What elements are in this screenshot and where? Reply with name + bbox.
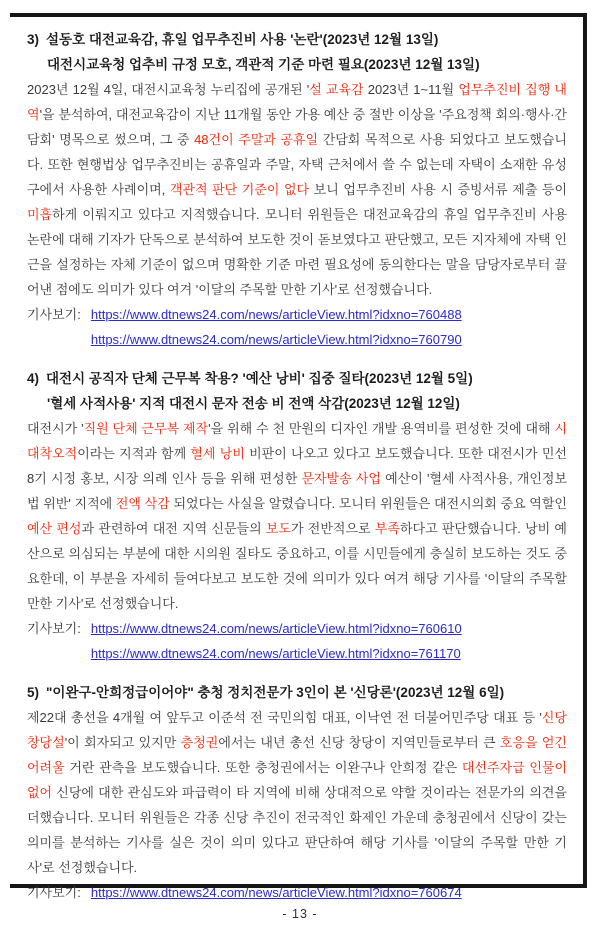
highlighted-text: 문자발송 사업: [301, 471, 381, 486]
body-text: 예산이 '혈세 사적사용, 개인정보법 위반' 지적에: [27, 471, 568, 511]
article-links-row: [27, 880, 567, 905]
section-heading: [27, 680, 567, 705]
body-text: 2023년 12월 4일, 대전시교육청 누리집에 공개된 ': [27, 82, 310, 97]
highlighted-text: 전액 삭감: [115, 496, 170, 511]
highlighted-text: 48건이 주말과 공휴일: [194, 132, 319, 147]
article-links-label: 기사보기:: [27, 307, 81, 322]
page-number: - 13 -: [282, 907, 318, 921]
highlighted-text: 설 교육감: [309, 82, 364, 97]
section-title: 대전시 공직자 단체 근무복 착용? '예산 낭비' 집중 질타(2023년 12월 5일): [46, 371, 473, 386]
article-link[interactable]: https://www.dtnews24.com/news/articleView.html?idxno=760610: [90, 621, 462, 636]
body-text: 되었다는 사실을 알렸습니다. 모니터 위원들은 대전시의회 중요 역할인: [169, 496, 567, 511]
body-text: 과 관련하여 대전 지역 신문들의: [81, 521, 266, 536]
news-section: [27, 27, 567, 352]
body-text: 거란 관측을 보도했습니다. 또한 충청권에서는 이완구나 안희정 같은: [64, 760, 462, 775]
article-link[interactable]: https://www.dtnews24.com/news/articleView.html?idxno=760488: [90, 307, 462, 322]
body-text: 비판이 나오고 있다고 보도했습니다. 또한 대전시가 민선8기 시정 홍보, 시장 의례 인사 등을 위해 편성한: [27, 446, 567, 486]
highlighted-text: 업무추진비 집행 내역: [27, 82, 567, 122]
highlighted-text: 호응을 얻긴 어려울: [27, 735, 567, 775]
article-link[interactable]: https://www.dtnews24.com/news/articleView.html?idxno=760790: [90, 332, 462, 347]
highlighted-text: 직원 단체 근무복 제작: [83, 421, 209, 436]
body-text: 신당에 대한 관심도와 파급력이 타 지역에 비해 상대적으로 약할 것이라는 전문가의 의견을 더했습니다. 모니터 위원들은 각종 신당 추진이 전국적인 화제인 가운데 충청권에서 신당이 갖는 의미를 분석하는 기사를 실은 것이 의미 있다고 판단하여 해당 기사를 '이달의 주목할 만한 기사'로 선정했습니다.: [27, 785, 567, 875]
news-section: [27, 680, 567, 905]
section-paragraph: [27, 416, 567, 616]
highlighted-text: 시대착오적: [27, 421, 568, 461]
section-number: 4): [27, 371, 40, 386]
body-text: 대전시가 ': [27, 421, 84, 436]
body-text: 제22대 총선을 4개월 여 앞두고 이준석 전 국민의힘 대표, 이낙연 전 더불어민주당 대표 등 ': [27, 710, 542, 725]
article-links-row: [27, 302, 567, 352]
highlighted-text: 혈세 낭비: [190, 446, 245, 461]
body-text: 가 전반적으로: [291, 521, 375, 536]
section-number: 5): [27, 685, 40, 700]
article-links-label: 기사보기:: [27, 621, 81, 636]
highlighted-text: 대선주자급 인물이 없어: [27, 760, 567, 800]
news-section: [27, 366, 567, 666]
body-text: 보니 업무추진비 사용 시 증빙서류 제출 등이: [309, 182, 568, 197]
highlighted-text: 보도: [265, 521, 292, 536]
body-text: '이 회자되고 있지만: [64, 735, 181, 750]
document-content: [27, 27, 567, 919]
highlighted-text: 예산 편성: [27, 521, 82, 536]
article-link[interactable]: https://www.dtnews24.com/news/articleView.html?idxno=760674: [90, 885, 462, 900]
body-text: 간담회 목적으로 사용 되었다고 보도했습니다. 또한 현행법상 업무추진비는 공휴일과 주말, 자택 근처에서 쓸 수 없는데 자택이 소재한 유성구에서 사용한 사례이며,: [27, 132, 567, 197]
highlighted-text: 부족: [374, 521, 400, 536]
body-text: 2023년 1~11월: [363, 82, 459, 97]
article-links-column: [91, 302, 462, 352]
highlighted-text: 신당 창당설: [27, 710, 567, 750]
body-text: 하다고 판단했습니다. 낭비 예산으로 의심되는 부분에 대한 시의원 질타도 중요하고, 이를 시민들에게 충실히 보도하는 것도 중요한데, 이 부분을 자세히 들여다보고 보도한 것에 의미가 있다 여겨 해당 기사를 '이달의 주목할 만한 기사'로 선정했습니다.: [27, 521, 567, 611]
article-links-column: [91, 616, 462, 666]
section-subtitle: 대전시교육청 업추비 규정 모호, 객관적 기준 마련 필요(2023년 12월 13일): [47, 57, 480, 72]
section-paragraph: [27, 77, 567, 302]
article-links-column: [91, 880, 462, 905]
article-link[interactable]: https://www.dtnews24.com/news/articleView.html?idxno=761170: [90, 646, 461, 661]
section-subtitle: '혈세 사적사용' 지적 대전시 문자 전송 비 전액 삭감(2023년 12월 12일): [47, 396, 460, 411]
body-text: 하게 이뤄지고 있다고 지적했습니다. 모니터 위원들은 대전교육감의 휴일 업무추진비 사용 논란에 대해 기자가 단독으로 분석하여 보도한 것이 돋보였다고 판단했고, 모든 지자체에 자택 인근을 설정하는 자체 기준이 없으며 명확한 기준 마련 필요성에 동의한다는 말을 담당자로부터 끌어낸 점에도 의미가 있다 여겨 '이달의 주목할 만한 기사'로 선정했습니다.: [27, 207, 567, 297]
body-text: '을 분석하여, 대전교육감이 지난 11개월 동안 가용 예산 중 절반 이상을 '주요정책 회의·행사·간담회' 명목으로 썼으며, 그 중: [27, 107, 567, 147]
section-paragraph: [27, 705, 567, 880]
section-heading: [27, 27, 567, 52]
article-links-label: 기사보기:: [27, 885, 81, 900]
body-text: 이라는 지적과 함께: [77, 446, 191, 461]
section-title: 설동호 대전교육감, 휴일 업무추진비 사용 '논란'(2023년 12월 13일): [46, 32, 439, 47]
highlighted-text: 객관적 판단 기준이 없다: [169, 182, 310, 197]
section-heading: [27, 366, 567, 391]
body-text: 에서는 내년 총선 신당 창당이 지역민들로부터 큰: [218, 735, 500, 750]
highlighted-text: 미흡: [27, 207, 53, 222]
body-text: '을 위해 수 천 만원의 디자인 개발 용역비를 편성한 것에 대해: [208, 421, 555, 436]
highlighted-text: 충청권: [180, 735, 219, 750]
section-title: "이완구-안희정급이어야" 충청 정치전문가 3인이 본 '신당론'(2023년 12월 6일): [46, 685, 505, 700]
article-links-row: [27, 616, 567, 666]
section-number: 3): [27, 32, 40, 47]
